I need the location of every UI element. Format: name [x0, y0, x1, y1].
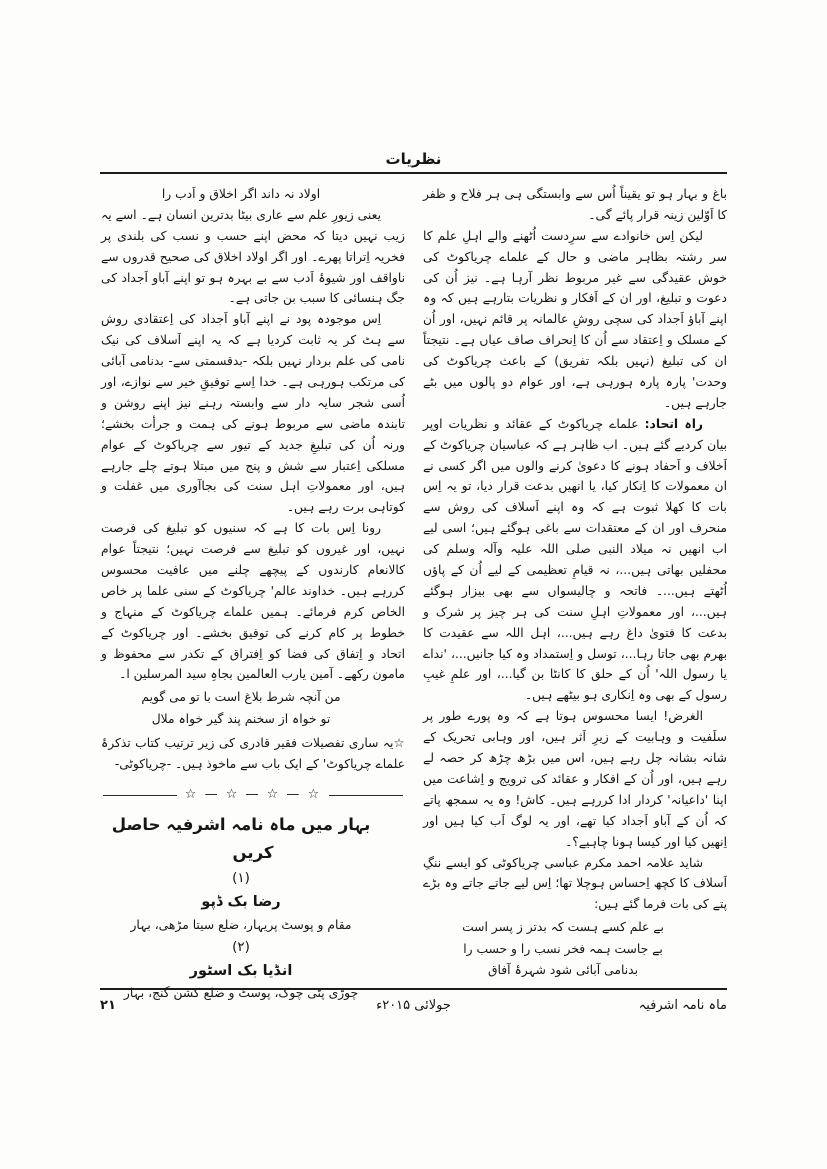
footnote [101, 733, 405, 775]
paragraph: اِس موجودہ پود نے اپنے آباو اَجداد کی اِعتقادی روش سے ہٹ کر یہ ثابت کردیا ہے کہ یہ اپنے اَسلاف کی نیک نامی کی علم بردار نہیں بلکہ -بدقسمتی سے- بدنامی آبائی کی مرتکب ہورہی ہے۔ خدا اِسے توفیقِ خیر سے نوازے، اور اُسی شجر سایہ دار سے وابستہ رہنے نیز اپنے روشن و تابندہ ماضی سے مربوط ہونے کی ہمت و جرأت بخشے؛ ورنہ اُن کی تبلیغِ جدید کے تیور سے چریاکوٹ کے عوام مسلکی اِعتبار سے شش و پنج میں مبتلا ہوتے چلے جارہے ہیں، اور معمولاتِ اہل سنت کی بجاآوری میں غفلت و کوتاہی برت رہے ہیں۔ [101, 312, 405, 515]
verse-line: من آنچہ شرط بلاغ است با تو می گویم [141, 690, 341, 705]
paragraph: باغ و بہار ہو تو یقیناً اُس سے وابستگی ہی ہر فلاح و ظفر کا اَوّلین زینہ قرار پائے گی۔ [423, 187, 727, 222]
ad-store-address: مقام و پوسٹ پریہار، ضلع سیتا مڑھی، بہار [130, 917, 352, 932]
footer-page-number: ۲۱ [100, 998, 116, 1013]
star-icon: ☆ [393, 736, 406, 751]
persian-verses-right [423, 917, 727, 982]
verse-line: بے علم کسے ہست کہ بدتر ز پسر است [462, 920, 664, 935]
paragraph: شاید علامہ احمد مکرم عباسی چریاکوٹی کو ایسے ننگِ اَسلاف کا کچھ اِحساس ہوچلا تھا؛ اِس لیے جاتے جاتے وہ بڑے پتے کی بات فرما گئے ہیں: [423, 855, 727, 912]
section-heading-rah-ittehad: راہ اتحاد: [644, 416, 704, 431]
page-content [100, 150, 727, 1008]
section-masthead [100, 150, 727, 174]
paragraph: لیکن اِس خانوادے سے سرِدست اُٹھنے والے اہلِ علم کا سر رشتہ بظاہر ماضی و حال کے علماے چریاکوٹ کی خوش عقیدگی سے غیر مربوط نظر آرہا ہے۔ نیز اُن کی دعوت و تبلیغ، اور ان کے اَفکار و نظریات بتارہے ہیں کہ وہ اپنے آباؤ اَجداد کی سچی روشِ عالمانہ پر قائم نہیں، اور اُن کے مسلک و اِعتقاد سے اُن کا اِنحراف صاف عیاں ہے۔ نتیجتاً ان کی تبلیغ (نہیں بلکہ تفریق) کے باعث چریاکوٹ کی وحدت' پارہ پارہ ہورہی ہے، اور عوام دو پالوں میں بٹے جارہے ہیں۔ [423, 228, 727, 410]
ad-store-name: رضا بک ڈپو [201, 894, 281, 911]
star-icons: ☆ — ☆ — ☆ — ☆ [184, 787, 322, 803]
footnote-text: یہ ساری تفصیلات فقیر قادری کی زیر ترتیب کتاب تذکرۂ علماے چریاکوٹ' کے ایک باب سے ماخوذ ہیں۔ -چریاکوٹی- [101, 736, 405, 772]
column-right [423, 184, 727, 1008]
page-footer [100, 988, 727, 1013]
masthead-title: نظریات [385, 150, 442, 168]
persian-verses-left [101, 687, 405, 730]
verse-line: تو خواہ از سخنم پند گیر خواہ ملال [151, 711, 331, 726]
ad-item-number: (۱) [232, 870, 250, 887]
paragraph [423, 414, 727, 706]
ad-item-number: (۲) [232, 938, 250, 955]
ad-store-name: انڈیا بک اسٹور [189, 962, 293, 979]
star-divider [103, 784, 403, 806]
ad-store-address: چوڑی پٹی چوک، پوسٹ و ضلع کشن گنج، بہار [123, 986, 359, 1001]
paragraph-text: علماے چریاکوٹ کے عقائد و نظریات اوپر بیان کردیے گئے ہیں۔ اب ظاہر ہے کہ عباسیان چریاکوٹ کے اَخلاف و اَحفاد ہونے کا دعویٰ کرنے والوں میں اگر کسی نے ان معمولات کا اِنکار کیا، یا انھیں بدعت قرار دیا، تو یہ اِس بات کا کھلا ثبوت ہے کہ وہ اپنے اَسلاف کی روش سے منحرف اور ان کے معتقدات سے باغی ہوگئے ہیں؛ اسی لیے اب انھیں نہ میلاد النبی صلی اللہ علیہ وآلہ وسلم کی محفلیں بھاتی ہیں...، نہ قیامِ تعظیمی کے لیے اُن کے پاؤں اُٹھتے ہیں...۔ فاتحہ و چالیسواں سے بھی بیزار ہوگئے ہیں...، اور معمولاتِ اہلِ سنت کی ہر چیز پر شرک و بدعت کا فتویٰ داغ رہے ہیں...، اہل اللہ سے عقیدت کا بھرم بھی جاتا رہا...، توسل و اِستمداد وہ کیا جانیں...، 'نداے یا رسول اللہ' اُن کے حلق کا کانٹا بن گیا...، اور علمِ غیبِ رسول کے بھی وہ اِنکاری ہو بیٹھے ہیں۔ [423, 416, 727, 703]
paragraph: الغرض! ایسا محسوس ہوتا ہے کہ وہ پورے طور پر سلَفیت و وہابیت کے زیرِ اَثر ہیں، اور وہابی تحریک کے شانہ بشانہ چل رہے ہیں، اس میں بڑھ چڑھ کر حصہ لے رہے ہیں، اور اُن کے افکار و عقائد کی ترویج و اِشاعت میں اپنا 'داعیانہ' کردار ادا کررہے ہیں۔ کاش! وہ یہ سمجھ پاتے کہ اُن کے آباو اَجداد کیا تھے، اور یہ لوگ اَب کیا ہیں اور اِنھیں کیا اور کیسا ہونا چاہیے؟۔ [423, 709, 727, 849]
verse-line: بے جاست ہمہ فخر نسب را و حسب را [463, 941, 663, 956]
verse-line: بدنامی آبائی شود شہرۂ آفاق [488, 963, 638, 978]
footer-magazine-title: ماہ نامہ اشرفیہ [638, 998, 727, 1013]
footer-issue-date: جولائی ۲۰۱۵ء [376, 998, 451, 1013]
paragraph: رونا اِس بات کا ہے کہ سنیوں کو تبلیغ کی فرصت نہیں، اور غیروں کو تبلیغ سے فرصت نہیں؛ نتیجتاً عوام کالانعام کارندوں کے پیچھے چلنے میں عافیت محسوس کررہے ہیں۔ خداوند عالم' چریاکوٹ کے سنی علما پر خاص الخاص کرم فرمائے۔ ہمیں علماے چریاکوٹ کے منہاج و خطوط پر کام کرنے کی توفیق بخشے۔ اور چریاکوٹ کے اتحاد و اِتفاق کی فضا کو اِفتراق کے تکدر سے محفوظ و مامون رکھے۔ آمین یارب العالمین بجاہِ سید المرسلین ا۔ [101, 521, 405, 682]
column-left [101, 184, 405, 1008]
paragraph: یعنی زیورِ علم سے عاری بیٹا بدترین انسان ہے۔ اسے یہ زیب نہیں دیتا کہ محض اپنے حسب و نسب کی بلندی پر فخریہ اِتراتا پھرے۔ اور اگر اولاد اخلاق کی صحیح قدروں سے ناواقف اور شیوۂ اَدب سے بے بہرہ ہو تو اپنے آباو اَجداد کی جگ ہنسائی کا سبب بن جاتی ہے۔ [101, 207, 405, 306]
text-columns [100, 174, 727, 1008]
subscription-ad [101, 811, 405, 1004]
verse-line: اولاد نہ داند اگر اخلاق و اَدب را [161, 187, 321, 201]
ad-heading: بہار میں ماہ نامہ اشرفیہ حاصل کریں [111, 815, 371, 863]
